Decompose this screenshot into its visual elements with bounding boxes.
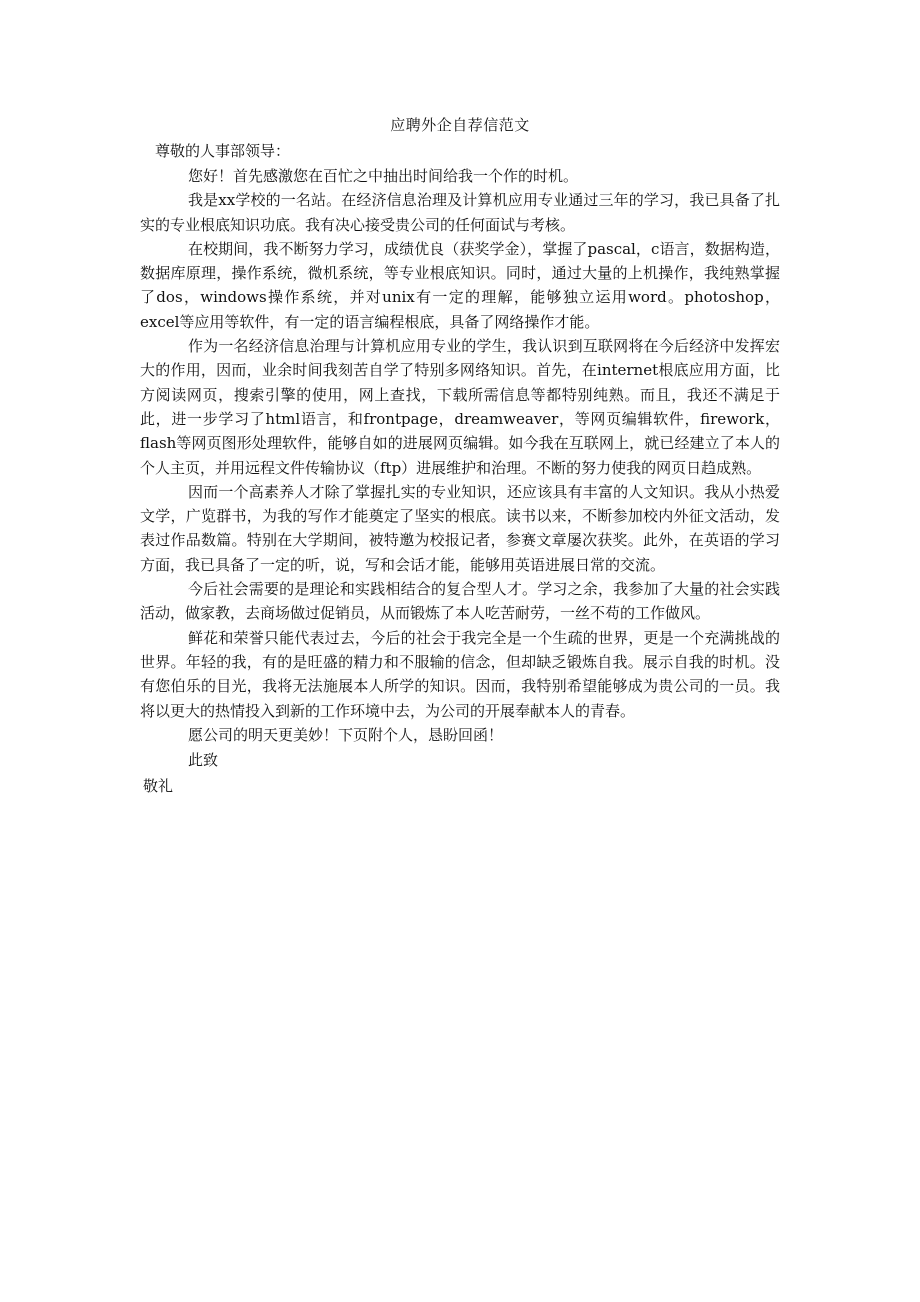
paragraph-greeting: 您好！首先感激您在百忙之中抽出时间给我一个作的时机。 — [188, 167, 579, 185]
letter-body — [140, 112, 780, 799]
closing: 此致 — [188, 751, 219, 770]
paragraph-humanities: 因而一个高素养人才除了掌握扎实的专业知识，还应该具有丰富的人文知识。我从小热爱文学，广览群书，为我的写作才能奠定了坚实的根底。读书以来，不断参加校内外征文活动，发表过作品数篇。特别在大学期间，被特邀为校报记者，参赛文章屡次获奖。此外，在英语的学习方面，我已具备了一定的听，说，写和会话才能，能够用英语进展日常的交流。 — [140, 482, 780, 574]
page-title: 应聘外企自荐信范文 — [390, 116, 530, 134]
paragraph-internet: 作为一名经济信息治理与计算机应用专业的学生，我认识到互联网将在今后经济中发挥宏大的作用，因而，业余时间我刻苦自学了特别多网络知识。首先，在internet根底应用方面，比方阅读网页，搜索引擎的使用，网上查找，下载所需信息等都特别纯熟。而且，我还不满足于此，进一步学习了html语言，和frontpage，dreamweaver，等网页编辑软件，firework，flash等网页图形处理软件，能够自如的进展网页编辑。如今我在互联网上，就已经建立了本人的个人主页，并用远程文件传输协议（ftp）进展维护和治理。不断的努力使我的网页日趋成熟。 — [140, 337, 780, 477]
paragraph-aspiration: 鲜花和荣誉只能代表过去，今后的社会于我完全是一个生疏的世界，更是一个充满挑战的世界。年轻的我，有的是旺盛的精力和不服输的信念，但却缺乏锻炼自我。展示自我的时机。没有您伯乐的目光，我将无法施展本人所学的知识。因而，我特别希望能够成为贵公司的一员。我将以更大的热情投入到新的工作环境中去，为公司的开展奉献本人的青春。 — [140, 628, 780, 720]
regards: 敬礼 — [143, 777, 174, 796]
paragraph-practice: 今后社会需要的是理论和实践相结合的复合型人才。学习之余，我参加了大量的社会实践活动，做家教，去商场做过促销员，从而锻炼了本人吃苦耐劳，一丝不苟的工作做风。 — [140, 580, 780, 623]
salutation: 尊敬的人事部领导： — [155, 142, 291, 160]
paragraph-wishes: 愿公司的明天更美妙！下页附个人，恳盼回函！ — [188, 725, 504, 744]
paragraph-skills: 在校期间，我不断努力学习，成绩优良（获奖学金），掌握了pascal，c语言，数据构造，数据库原理，操作系统，微机系统，等专业根底知识。同时，通过大量的上机操作，我纯熟掌握了dos，windows操作系统，并对unix有一定的理解，能够独立运用word。photoshop，excel等应用等软件，有一定的语言编程根底，具备了网络操作才能。 — [140, 239, 780, 331]
paragraph-introduction: 我是xx学校的一名站。在经济信息治理及计算机应用专业通过三年的学习，我已具备了扎实的专业根底知识功底。我有决心接受贵公司的任何面试与考核。 — [140, 191, 780, 234]
